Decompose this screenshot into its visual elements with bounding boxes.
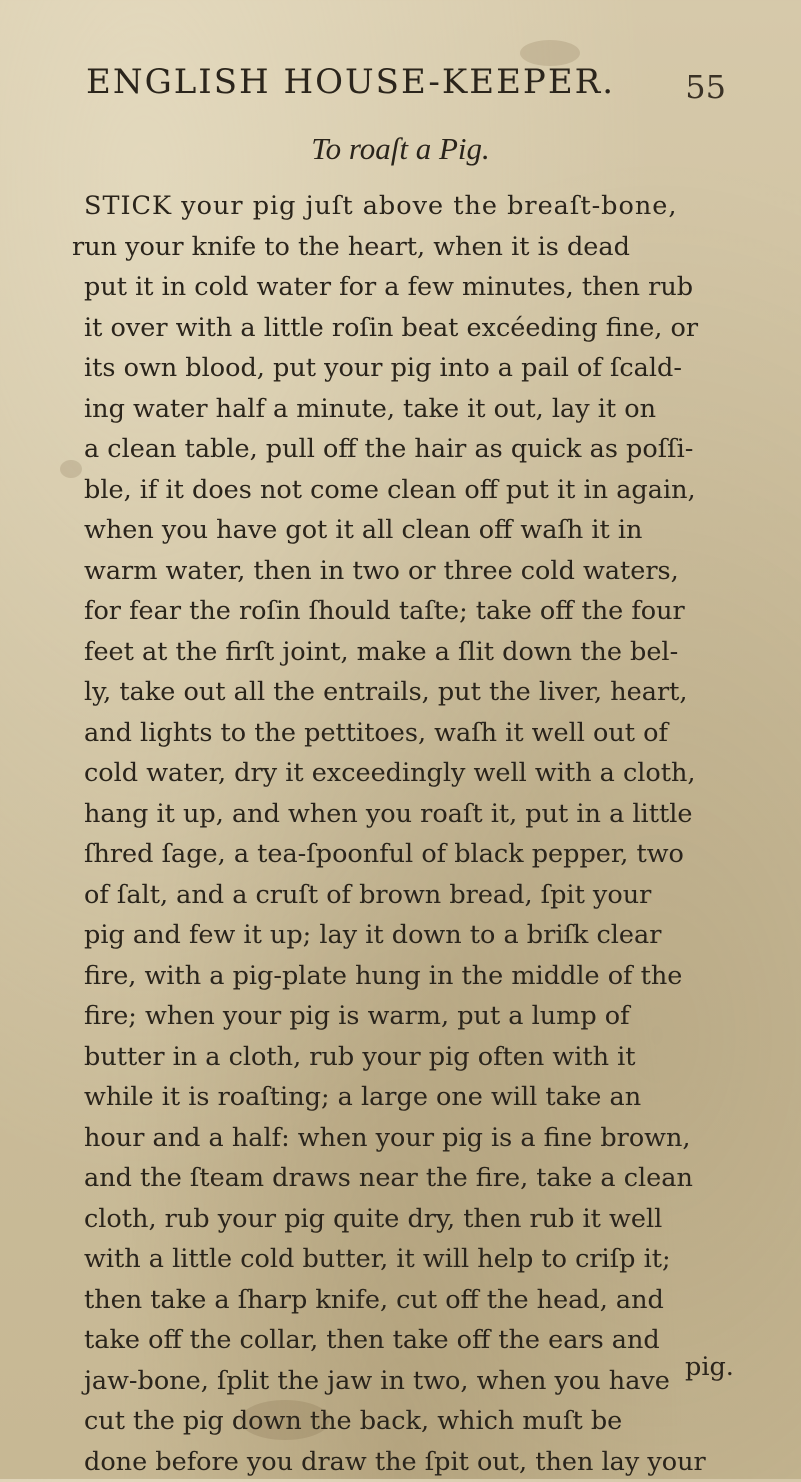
text-line: ly, take out all the entrails, put the liver, heart, [60,672,772,713]
recipe-body [60,186,772,1482]
text-line: fire; when your pig is warm, put a lump of [60,996,772,1037]
text-line: cold water, dry it exceedingly well with a cloth, [60,753,772,794]
running-head: ENGLISH HOUSE-KEEPER. [86,62,615,102]
text-line: butter in a cloth, rub your pig often with it [60,1037,772,1078]
text-line: ſhred ſage, a tea-ſpoonful of black pepper, two [60,834,772,875]
text-line: STICK your pig juſt above the breaſt-bone, [60,186,772,227]
text-line: for fear the roſin ſhould taſte; take off the four [60,591,772,632]
text-line: pig and few it up; lay it down to a briſk clear [60,915,772,956]
text-line: take off the collar, then take off the ears and [60,1320,772,1361]
text-line: then take a ſharp knife, cut off the head, and [60,1280,772,1321]
page-number: 55 [685,68,726,106]
text-line: its own blood, put your pig into a pail of ſcald- [60,348,772,389]
text-line: hour and a half: when your pig is a fine brown, [60,1118,772,1159]
catchword: pig. [685,1352,734,1382]
text-line: and the ſteam draws near the fire, take a clean [60,1158,772,1199]
text-line: jaw-bone, ſplit the jaw in two, when you have [60,1361,772,1402]
text-line: a clean table, pull off the hair as quick as poſſi- [60,429,772,470]
text-line: done before you draw the ſpit out, then lay your [60,1442,772,1482]
text-line: with a little cold butter, it will help to criſp it; [60,1239,772,1280]
text-line: warm water, then in two or three cold waters, [60,551,772,592]
text-line: and lights to the pettitoes, waſh it well out of [60,713,772,754]
text-line: ing water half a minute, take it out, lay it on [60,389,772,430]
text-line: ble, if it does not come clean off put it in again, [60,470,772,511]
text-line: fire, with a pig-plate hung in the middle of the [60,956,772,997]
text-line: cloth, rub your pig quite dry, then rub it well [60,1199,772,1240]
text-line: hang it up, and when you roaſt it, put in a little [60,794,772,835]
text-line: run your knife to the heart, when it is dead [60,227,772,268]
text-line: cut the pig down the back, which muſt be [60,1401,772,1442]
text-line: while it is roaſting; a large one will take an [60,1077,772,1118]
text-line: when you have got it all clean off waſh it in [60,510,772,551]
recipe-title: To roaſt a Pig. [0,131,801,167]
page-header [86,62,726,116]
text-line: put it in cold water for a few minutes, then rub [60,267,772,308]
text-line: feet at the firſt joint, make a ſlit down the bel- [60,632,772,673]
text-line: it over with a little roſin beat excéeding fine, or [60,308,772,349]
text-line: of ſalt, and a cruſt of brown bread, ſpit your [60,875,772,916]
